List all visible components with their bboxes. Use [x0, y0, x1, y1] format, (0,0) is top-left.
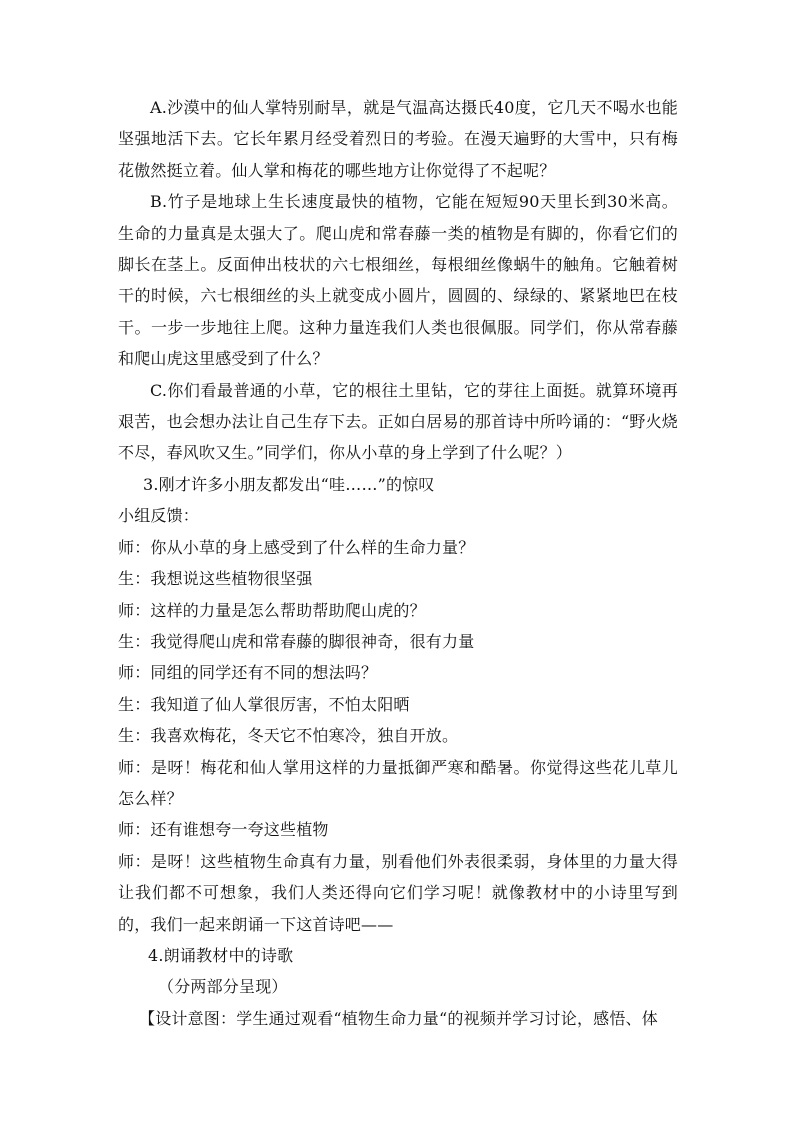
dialogue-line: 生：我喜欢梅花，冬天它不怕寒冷，独自开放。 — [118, 726, 459, 746]
dialogue-line: 师：是呀！梅花和仙人掌用这样的力量抵御严寒和酷暑。你觉得这些花儿草儿怎么样？ — [118, 757, 678, 808]
step-3-heading: 3.刚才许多小朋友都发出“哇……”的惊叹 — [143, 474, 435, 494]
dialogue-line: 师：你从小草的身上感受到了什么样的生命力量？ — [118, 537, 475, 557]
paragraph-c: C.你们看最普通的小草，它的根往土里钻，它的芽往上面挺。就算环境再艰苦，也会想办法让自己生存下去。正如白居易的那首诗中所吟诵的：“野火烧不尽，春风吹又生。”同学们，你从小草的身上学到了什么呢？） — [118, 380, 678, 463]
step-4-note: （分两部分呈现） — [158, 977, 288, 997]
dialogue-line: 生：我想说这些植物很坚强 — [118, 569, 313, 589]
document-page — [118, 92, 678, 1034]
dialogue-line: 师：还有谁想夸一夸这些植物 — [118, 820, 329, 840]
dialogue-line: 师：这样的力量是怎么帮助帮助爬山虎的？ — [118, 600, 426, 620]
step-4-heading: 4.朗诵教材中的诗歌 — [148, 945, 294, 965]
design-intent-line: 【设计意图：学生通过观看“植物生命力量“的视频并学习讨论，感悟、体 — [139, 1008, 658, 1028]
paragraph-a: A.沙漠中的仙人掌特别耐旱，就是气温高达摄氏40度，它几天不喝水也能坚强地活下去。它长年累月经受着烈日的考验。在漫天遍野的大雪中，只有梅花傲然挺立着。仙人掌和梅花的哪些地方让你觉得了不起呢？ — [118, 98, 678, 180]
paragraph-b: B.竹子是地球上生长速度最快的植物，它能在短短90天里长到30米高。生命的力量真是太强大了。爬山虎和常春藤一类的植物是有脚的，你看它们的脚长在茎上。反面伸出枝状的六七根细丝，每根细丝像蜗牛的触角。它触着树干的时候，六七根细丝的头上就变成小圆片，圆圆的、绿绿的、紧紧地巴在枝干。一步一步地往上爬。这种力量连我们人类也很佩服。同学们，你从常春藤和爬山虎这里感受到了什么？ — [118, 192, 678, 369]
dialogue-line: 生：我觉得爬山虎和常春藤的脚很神奇，很有力量 — [118, 631, 475, 651]
group-feedback-label: 小组反馈： — [118, 506, 200, 526]
dialogue-line: 师：是呀！这些植物生命真有力量，别看他们外表很柔弱，身体里的力量大得让我们都不可想象，我们人类还得向它们学习呢！就像教材中的小诗里写到的，我们一起来朗诵一下这首诗吧—— — [118, 851, 678, 934]
dialogue-line: 师：同组的同学还有不同的想法吗？ — [118, 663, 378, 683]
dialogue-line: 生：我知道了仙人掌很厉害，不怕太阳晒 — [118, 694, 410, 714]
